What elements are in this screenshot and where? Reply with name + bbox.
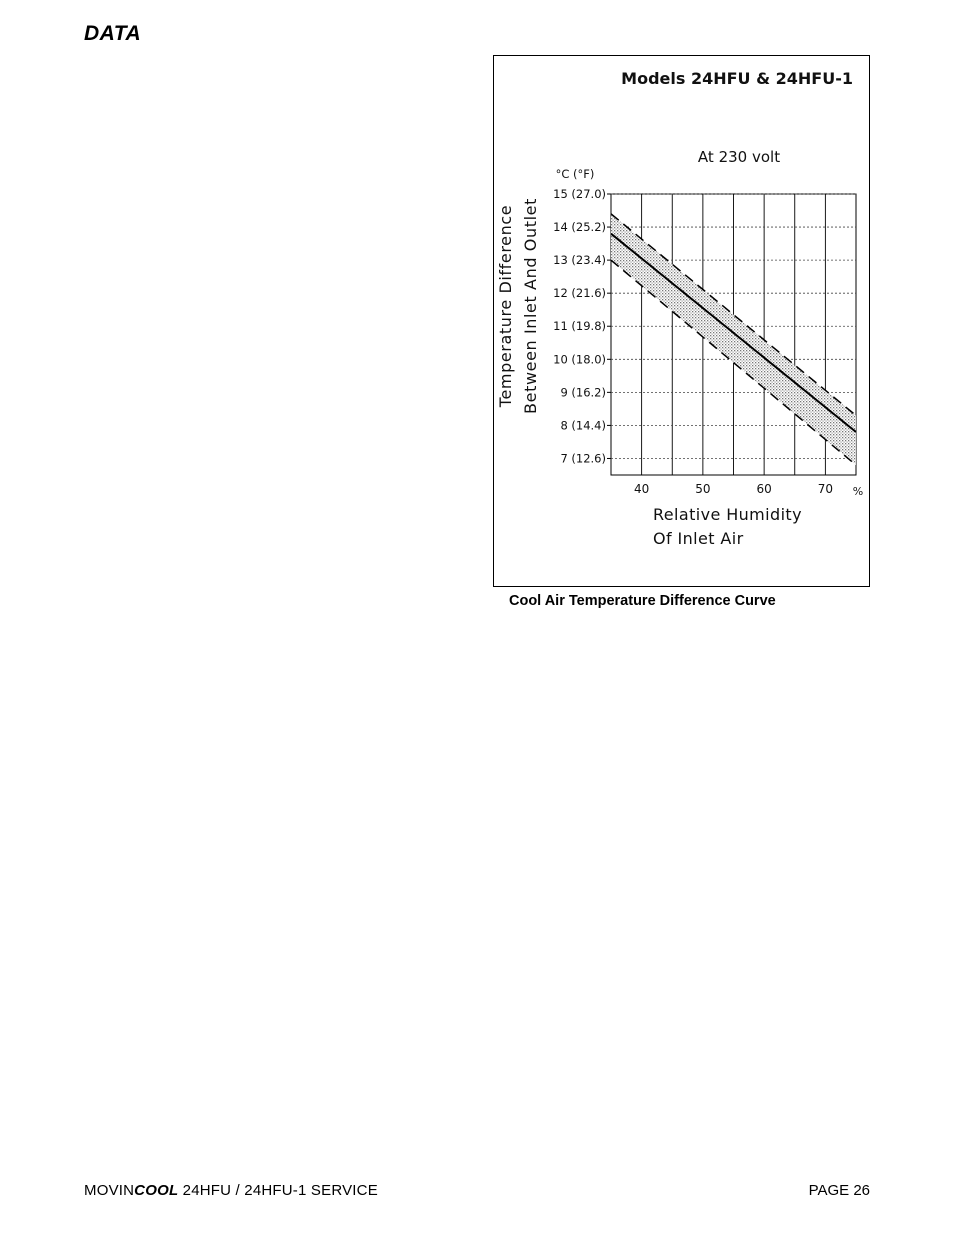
temperature-difference-chart [494, 56, 869, 585]
x-axis-label: Of Inlet Air [653, 529, 744, 548]
section-title: DATA [84, 22, 142, 45]
y-tick-label: 8 (14.4) [560, 418, 606, 433]
footer-doc-title [84, 1182, 378, 1199]
page-number: PAGE 26 [808, 1182, 870, 1199]
x-tick-label: 50 [695, 482, 711, 496]
y-axis-label: Temperature Difference [496, 204, 515, 408]
brand-prefix: MOVIN [84, 1182, 135, 1199]
x-tick-label: 40 [633, 482, 650, 496]
y-axis-label: Between Inlet And Outlet [521, 198, 540, 414]
y-tick-label: 10 (18.0) [553, 352, 606, 367]
y-tick-label: 15 (27.0) [553, 187, 606, 201]
x-tick-label: 60 [756, 482, 772, 496]
unit-label: °C (°F) [555, 167, 595, 181]
y-tick-label: 9 (16.2) [560, 385, 606, 400]
y-tick-label: 13 (23.4) [553, 253, 606, 268]
doc-title: 24HFU / 24HFU-1 SERVICE [178, 1182, 378, 1199]
y-tick-label: 11 (19.8) [553, 319, 606, 334]
y-tick-label: 7 (12.6) [560, 451, 606, 466]
y-tick-label: 12 (21.6) [553, 286, 606, 301]
chart-caption: Cool Air Temperature Difference Curve [509, 593, 776, 609]
x-tick-label: 70 [817, 482, 834, 496]
brand-bold: COOL [134, 1182, 179, 1199]
x-unit-label: % [852, 485, 864, 498]
chart-frame [493, 55, 870, 587]
x-axis-label: Relative Humidity [653, 505, 802, 524]
y-tick-label: 14 (25.2) [553, 220, 606, 235]
chart-subtitle: At 230 volt [697, 148, 781, 166]
chart-title: Models 24HFU & 24HFU-1 [621, 69, 853, 88]
